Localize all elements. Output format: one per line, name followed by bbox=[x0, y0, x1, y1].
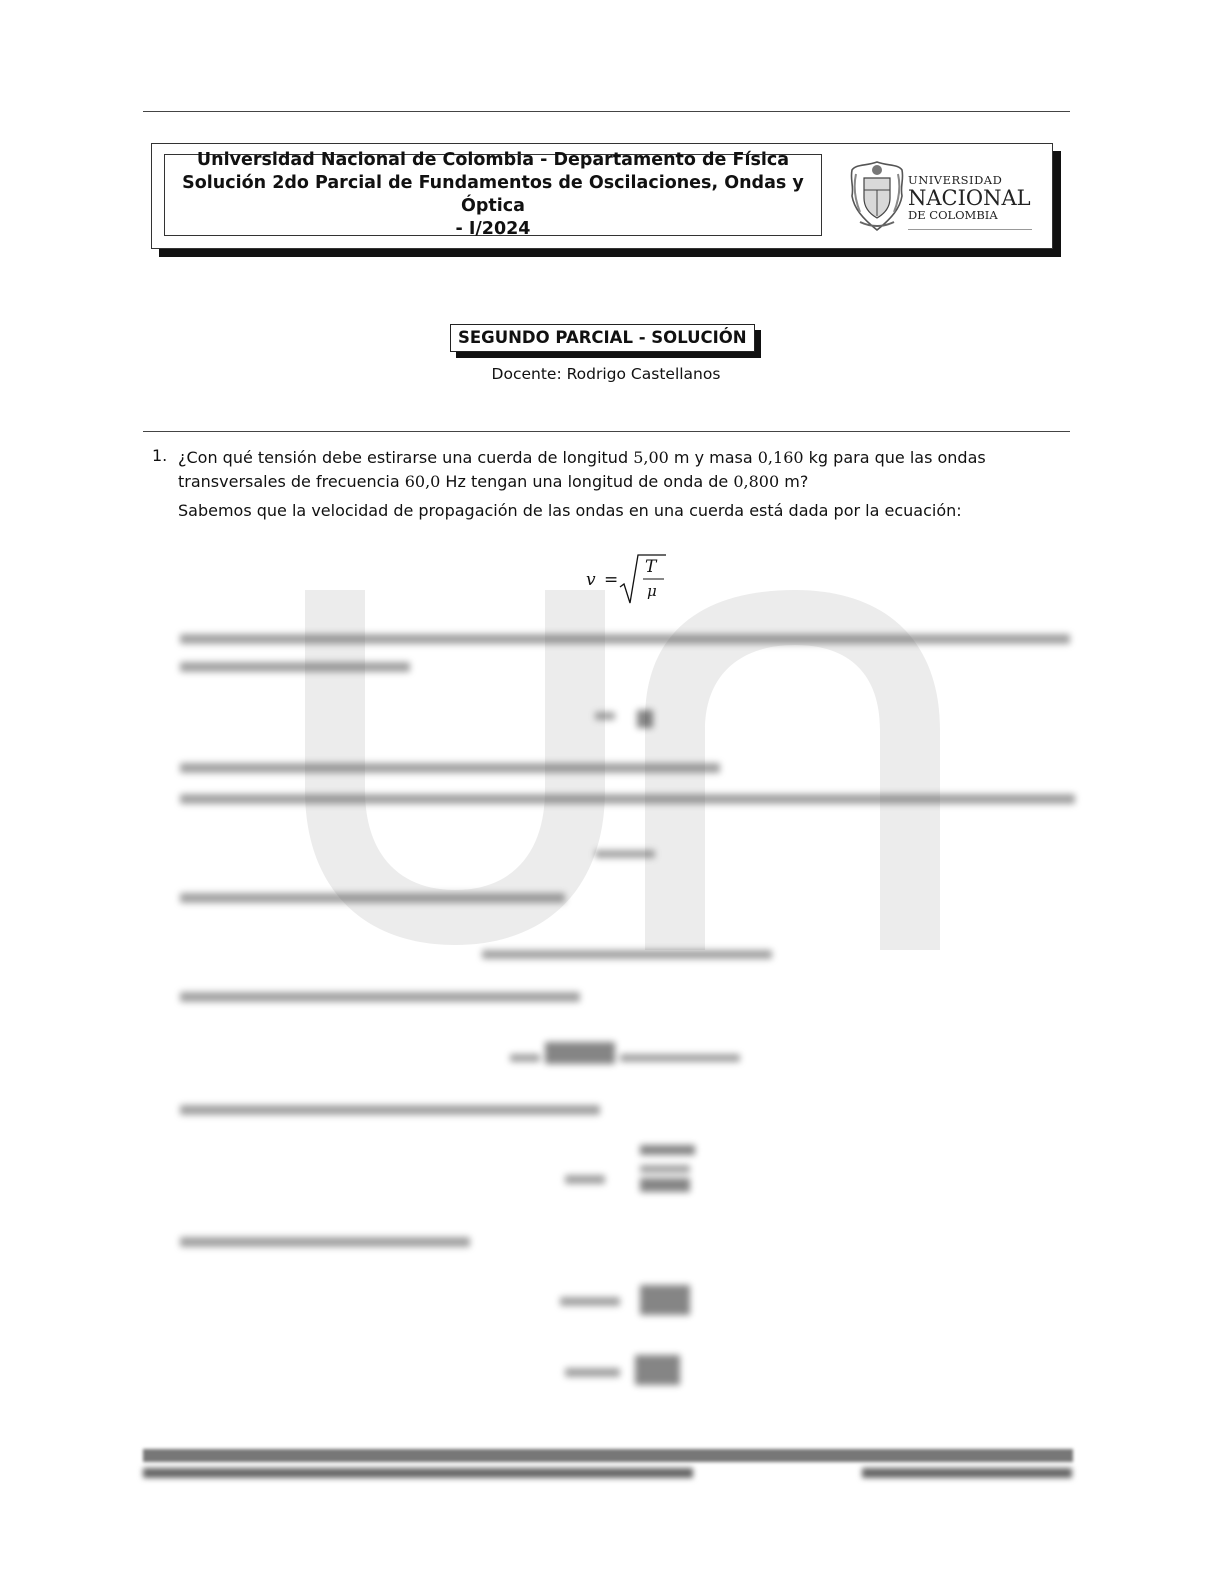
question-text-b: y masa bbox=[689, 448, 758, 467]
top-rule bbox=[143, 111, 1070, 112]
logo-text-de-colombia: DE COLOMBIA bbox=[908, 208, 998, 222]
value-mass: 0,160 bbox=[757, 448, 804, 467]
footer-right-text bbox=[862, 1464, 1072, 1478]
value-frequency: 60,0 bbox=[404, 472, 441, 491]
unit-mass: kg bbox=[803, 448, 829, 467]
header-box bbox=[151, 143, 1053, 249]
section-rule bbox=[143, 431, 1070, 432]
header-line-3: - I/2024 bbox=[455, 219, 531, 239]
value-length: 5,00 bbox=[633, 448, 669, 467]
university-crest-icon bbox=[848, 156, 906, 236]
logo-underline bbox=[908, 229, 1032, 230]
question-text-e: ? bbox=[799, 472, 809, 491]
unit-length: m bbox=[668, 448, 690, 467]
question-text-a: ¿Con qué tensión debe estirarse una cuerda de longitud bbox=[178, 448, 634, 467]
equation-numerator: T bbox=[645, 557, 657, 577]
blurred-solution-body bbox=[170, 620, 1080, 1420]
header-line-1: Universidad Nacional de Colombia - Departamento de Física bbox=[196, 150, 790, 170]
exam-title: SEGUNDO PARCIAL - SOLUCIÓN bbox=[450, 324, 755, 352]
wave-speed-equation bbox=[586, 553, 676, 608]
university-logo bbox=[848, 156, 1038, 238]
footer-left-text bbox=[143, 1464, 693, 1478]
equation-denominator: μ bbox=[647, 582, 657, 600]
question-text-c: para que las ondas transversales de frecuencia bbox=[178, 448, 986, 491]
unit-frequency: Hz bbox=[440, 472, 466, 491]
header-line-2: Solución 2do Parcial de Fundamentos de Oscilaciones, Ondas y Óptica bbox=[182, 173, 804, 216]
value-wavelength: 0,800 bbox=[733, 472, 780, 491]
logo-text-universidad: UNIVERSIDAD bbox=[908, 173, 1003, 187]
header-title-box bbox=[164, 150, 822, 239]
question-text-d: tengan una longitud de onda de bbox=[465, 472, 734, 491]
unit-wavelength: m bbox=[779, 472, 800, 491]
question-text bbox=[178, 446, 1073, 494]
logo-wordmark bbox=[908, 174, 1031, 222]
footer-bar bbox=[143, 1449, 1073, 1462]
docente-line: Docente: Rodrigo Castellanos bbox=[491, 365, 721, 383]
sqrt-symbol bbox=[618, 553, 668, 608]
equation-lhs: v bbox=[586, 570, 596, 590]
question-number: 1. bbox=[152, 446, 168, 465]
logo-text-nacional: NACIONAL bbox=[908, 186, 1031, 210]
equation-sign: = bbox=[604, 570, 619, 590]
solution-paragraph: Sabemos que la velocidad de propagación de las ondas en una cuerda está dada por la ecuación: bbox=[178, 501, 962, 520]
